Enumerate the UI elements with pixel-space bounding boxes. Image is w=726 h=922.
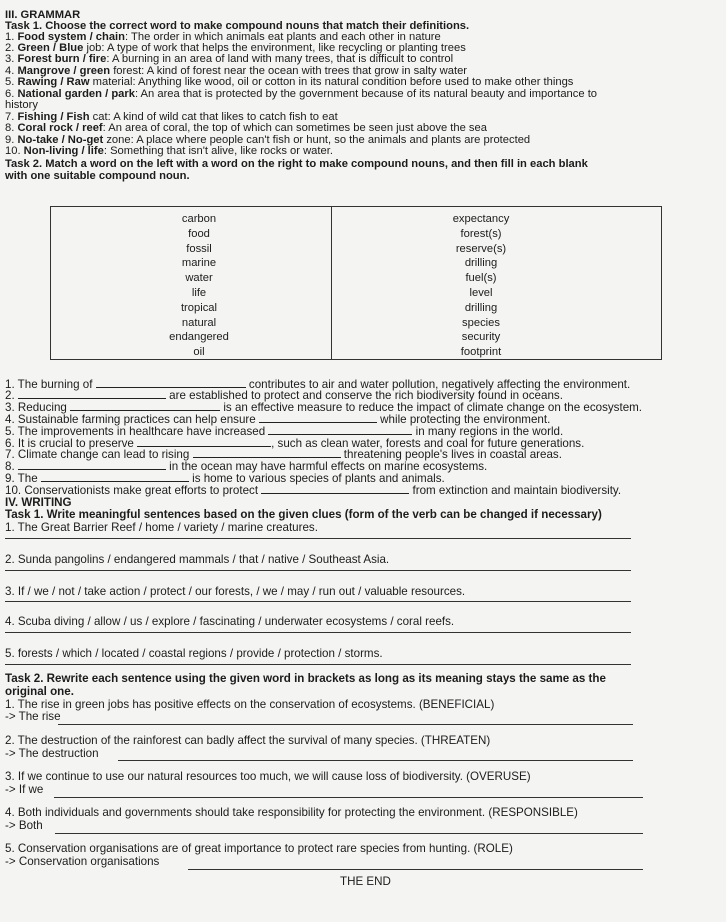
rewrite-sentence: 1. The rise in green jobs has positive effects on the conservation of ecosystems. (BENEFICIAL) (5, 698, 495, 711)
writing-clue: 2. Sunda pangolins / endangered mammals / that / native / Southeast Asia. (5, 553, 390, 566)
answer-line[interactable] (5, 570, 631, 571)
left-word: carbon (181, 213, 217, 225)
writing-task1-title: Task 1. Write meaningful sentences based on the given clues (form of the verb can be changed if necessary) (5, 508, 602, 521)
left-word: oil (193, 346, 205, 359)
left-word: food (188, 227, 210, 240)
task1-item: 6. National garden / park: An area that is protected by the government because of its natural beauty and importance to (5, 88, 598, 100)
fill-sentence: 4. Sustainable farming practices can help ensure while protecting the environment. (5, 413, 551, 426)
writing-task2-title: Task 2. Rewrite each sentence using the given word in brackets as long as its meaning stays the same as the (5, 672, 606, 685)
the-end-label: THE END (340, 875, 391, 888)
answer-blank[interactable] (18, 389, 166, 399)
left-word: natural (181, 316, 217, 329)
task1-item: 9. No-take / No-get zone: A place where people can't fish or hunt, so the animals and plants are protected (5, 134, 531, 146)
right-word: security (461, 331, 501, 344)
answer-line[interactable] (188, 869, 643, 870)
answer-blank[interactable] (70, 401, 220, 411)
answer-blank[interactable] (261, 484, 409, 494)
task1-item: 10. Non-living / life: Something that isn't alive, like rocks or water. (5, 145, 333, 157)
left-word: marine (181, 257, 217, 270)
fill-sentence: 7. Climate change can lead to rising threatening people's lives in coastal areas. (5, 448, 562, 461)
rewrite-sentence: 4. Both individuals and governments should take responsibility for protecting the environment. (RESPONSIBLE) (5, 806, 578, 819)
rewrite-sentence: 5. Conservation organisations are of great importance to protect rare species from hunting. (ROLE) (5, 842, 513, 855)
right-word: level (469, 286, 493, 299)
answer-line[interactable] (5, 601, 631, 602)
task1-item: 5. Rawing / Raw material: Anything like wood, oil or cotton in its natural condition before used to make other things (5, 76, 574, 88)
left-word: endangered (169, 331, 229, 344)
answer-blank[interactable] (18, 460, 166, 470)
answer-line[interactable] (55, 833, 643, 834)
answer-line[interactable] (5, 538, 631, 539)
right-word: forest(s) (460, 227, 502, 240)
rewrite-sentence: 2. The destruction of the rainforest can badly affect the survival of many species. (THREATEN) (5, 734, 491, 747)
section-heading-grammar: III. GRAMMAR (5, 9, 81, 21)
fill-sentence: 1. The burning of contributes to air and water pollution, negatively affecting the environment. (5, 378, 631, 391)
fill-sentence: 6. It is crucial to preserve , such as clean water, forests and coal for future generations. (5, 437, 585, 450)
rewrite-prompt: -> If we (5, 783, 44, 796)
right-word: drilling (464, 257, 498, 270)
fill-sentence: 9. The is home to various species of plants and animals. (5, 472, 445, 485)
rewrite-prompt: -> Conservation organisations (5, 855, 160, 868)
right-word: fuel(s) (465, 272, 497, 285)
left-word: water (185, 272, 213, 285)
right-word: expectancy (452, 213, 510, 225)
answer-line[interactable] (118, 760, 633, 761)
section-heading-writing: IV. WRITING (5, 496, 72, 509)
task2-title-cont: with one suitable compound noun. (5, 170, 190, 182)
answer-blank[interactable] (41, 472, 189, 482)
fill-sentence: 5. The improvements in healthcare have increased in many regions in the world. (5, 425, 564, 438)
task1-item-continuation: history (5, 99, 38, 111)
right-word: footprint (460, 346, 502, 359)
fill-sentence: 10. Conservationists make great efforts to protect from extinction and maintain biodiversity. (5, 484, 622, 497)
answer-blank[interactable] (137, 437, 271, 447)
rewrite-prompt: -> The destruction (5, 747, 99, 760)
fill-sentence: 2. are established to protect and conserve the rich biodiversity found in oceans. (5, 389, 563, 402)
answer-blank[interactable] (193, 448, 341, 458)
answer-line[interactable] (54, 797, 643, 798)
rewrite-prompt: -> Both (5, 819, 43, 832)
rewrite-prompt: -> The rise (5, 710, 61, 723)
fill-sentence: 8. in the ocean may have harmful effects on marine ecosystems. (5, 460, 488, 473)
left-word: life (191, 286, 207, 299)
writing-clue: 1. The Great Barrier Reef / home / variety / marine creatures. (5, 521, 318, 534)
answer-blank[interactable] (259, 413, 377, 423)
answer-line[interactable] (5, 664, 631, 665)
rewrite-sentence: 3. If we continue to use our natural resources too much, we will cause loss of biodiversity. (OVERUSE) (5, 770, 531, 783)
task1-title: Task 1. Choose the correct word to make compound nouns that match their definitions. (5, 20, 470, 32)
task1-item: 2. Green / Blue job: A type of work that helps the environment, like recycling or planting trees (5, 42, 466, 54)
writing-task2-title-cont: original one. (5, 685, 74, 698)
answer-line[interactable] (5, 632, 631, 633)
answer-blank[interactable] (268, 425, 412, 435)
task1-item: 1. Food system / chain: The order in which animals eat plants and each other in nature (5, 31, 441, 43)
right-word-column (431, 212, 531, 360)
left-word: fossil (186, 242, 212, 255)
column-divider (331, 207, 332, 359)
answer-line[interactable] (58, 724, 633, 725)
right-word: species (462, 316, 500, 329)
task1-item: 7. Fishing / Fish cat: A kind of wild cat that likes to catch fish to eat (5, 111, 338, 123)
answer-blank[interactable] (96, 378, 246, 388)
fill-sentence: 3. Reducing is an effective measure to reduce the impact of climate change on the ecosystem. (5, 401, 643, 414)
word-match-box (50, 206, 662, 360)
writing-clue: 4. Scuba diving / allow / us / explore / fascinating / underwater ecosystems / coral reefs. (5, 615, 455, 628)
left-word: tropical (180, 301, 218, 314)
task1-item: 3. Forest burn / fire: A burning in an area of land with many trees, that is difficult to control (5, 53, 454, 65)
left-word-column (159, 212, 239, 360)
writing-clue: 5. forests / which / located / coastal regions / provide / protection / storms. (5, 647, 383, 660)
task1-item: 8. Coral rock / reef: An area of coral, the top of which can sometimes be seen just above the sea (5, 122, 487, 134)
writing-clue: 3. If / we / not / take action / protect / our forests, / we / may / run out / valuable resources. (5, 585, 466, 598)
right-word: drilling (464, 301, 498, 314)
task2-title: Task 2. Match a word on the left with a word on the right to make compound nouns, and then fill in each blank (5, 158, 588, 170)
task1-item: 4. Mangrove / green forest: A kind of forest near the ocean with trees that grow in salty water (5, 65, 468, 77)
right-word: reserve(s) (455, 242, 507, 255)
